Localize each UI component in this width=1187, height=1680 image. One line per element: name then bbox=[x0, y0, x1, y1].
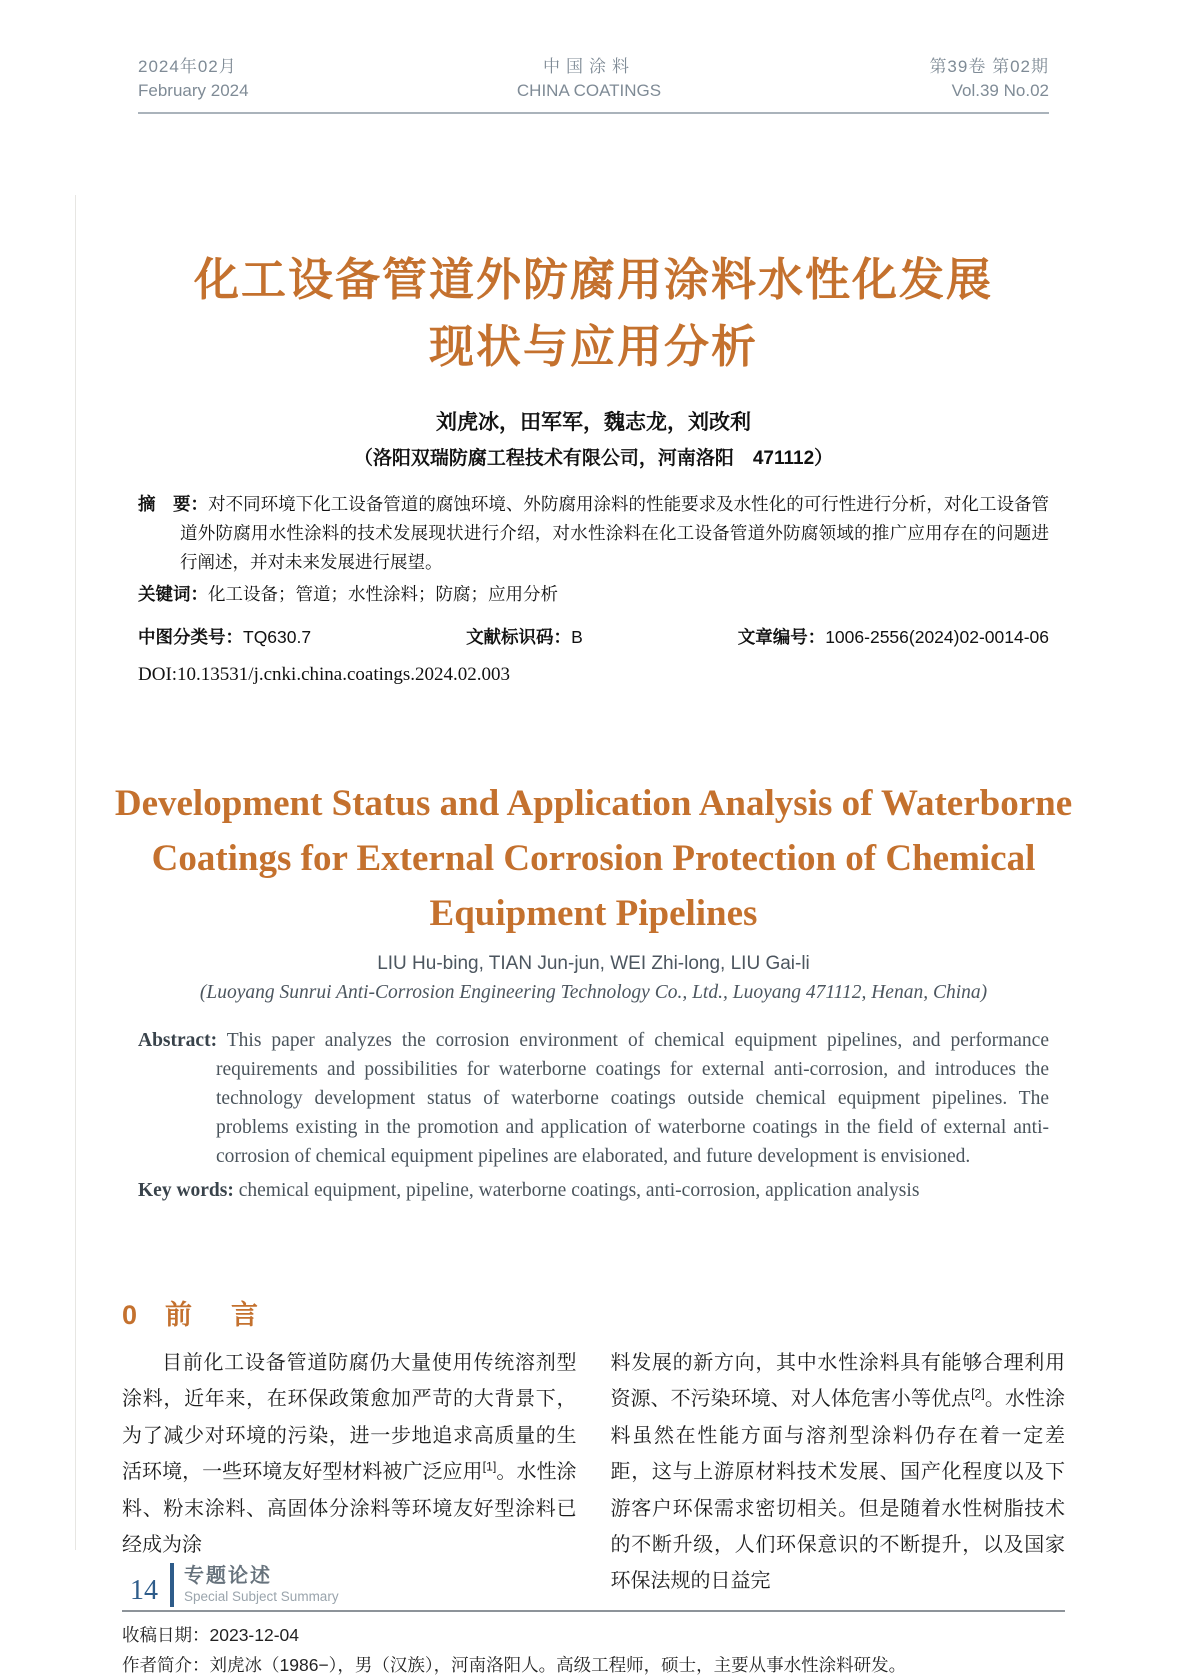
abstract-en-label: Abstract: bbox=[138, 1030, 218, 1051]
authors-en: LIU Hu-bing, TIAN Jun-jun, WEI Zhi-long, LIU Gai-li bbox=[377, 953, 810, 974]
column-label-en: Special Subject Summary bbox=[184, 1589, 339, 1604]
right-column-paragraph: 料发展的新方向，其中水性涂料具有能够合理利用资源、不污染环境、对人体危害小等优点[2]。水性涂料虽然在性能方面与溶剂型涂料仍存在着一定差距，这与上游原材料技术发展、国产化程度以及下游客户环保需求密切相关。但是随着水性树脂技术的不断升级，人们环保意识的不断提升，以及国家环保法规的日益完 bbox=[610, 1352, 1066, 1593]
section-number: 0 bbox=[122, 1300, 138, 1330]
header-journal-name bbox=[517, 55, 661, 103]
keywords-cn-label: 关键词： bbox=[138, 584, 208, 604]
header-journal-en: CHINA COATINGS bbox=[516, 81, 662, 100]
abstract-cn bbox=[138, 490, 1049, 577]
keywords-en bbox=[138, 1180, 1049, 1202]
left-column-paragraph: 目前化工设备管道防腐仍大量使用传统溶剂型涂料，近年来，在环保政策愈加严苛的大背景下，为了减少对环境的污染，进一步地追求高质量的生活环境，一些环境友好型材料被广泛应用[1]。水性涂料、粉末涂料、高固体分涂料等环境友好型涂料已经成为涂 bbox=[122, 1352, 577, 1557]
journal-header bbox=[138, 55, 1049, 114]
keywords-en-text: chemical equipment, pipeline, waterborne coatings, anti-corrosion, application analysis bbox=[238, 1180, 920, 1201]
keywords-cn-text: 化工设备；管道；水性涂料；防腐；应用分析 bbox=[208, 584, 558, 604]
document-code bbox=[466, 624, 583, 649]
doi: DOI:10.13531/j.cnki.china.coatings.2024.02.003 bbox=[138, 664, 511, 685]
header-issue bbox=[929, 55, 1049, 103]
affiliation-cn: （洛阳双瑞防腐工程技术有限公司，河南洛阳 471112） bbox=[353, 448, 834, 469]
page-edge-line bbox=[75, 195, 76, 1550]
article-title-en-line1: Development Status and Application Analysis of Waterborne bbox=[114, 783, 1073, 824]
footer-divider-bar bbox=[170, 1563, 174, 1607]
header-issue-en: Vol.39 No.02 bbox=[951, 81, 1049, 100]
article-title-cn-line1: 化工设备管道外防腐用涂料水性化发展 bbox=[193, 254, 993, 305]
section-heading bbox=[122, 1298, 1065, 1332]
keywords-en-label: Key words: bbox=[138, 1180, 234, 1201]
header-date-en: February 2024 bbox=[138, 81, 249, 100]
footnote-divider bbox=[122, 1610, 1065, 1612]
column-label-cn: 专题论述 bbox=[184, 1565, 272, 1587]
article-id-value: 1006-2556(2024)02-0014-06 bbox=[825, 627, 1049, 647]
abstract-cn-text: 对不同环境下化工设备管道的腐蚀环境、外防腐用涂料的性能要求及水性化的可行性进行分析，对化工设备管道外防腐用水性涂料的技术发展现状进行介绍，对水性涂料在化工设备管道外防腐领域的推广应用存在的问题进行阐述，并对未来发展进行展望。 bbox=[180, 494, 1049, 572]
keywords-cn bbox=[138, 580, 1049, 609]
meta-row bbox=[138, 624, 1049, 649]
page-footer bbox=[130, 1563, 339, 1607]
article-title-en-line3: Equipment Pipelines bbox=[429, 893, 758, 934]
two-column-text bbox=[122, 1345, 1065, 1600]
article-title-cn-line2: 现状与应用分析 bbox=[428, 321, 758, 372]
author-bio: 作者简介：刘虎冰（1986−），男（汉族），河南洛阳人。高级工程师，硕士，主要从事水性涂料研发。 bbox=[122, 1654, 907, 1675]
affiliation-en: (Luoyang Sunrui Anti-Corrosion Engineering Technology Co., Ltd., Luoyang 471112, Henan, China) bbox=[199, 982, 988, 1003]
doc-code-value: B bbox=[571, 627, 583, 647]
introduction-section bbox=[122, 1298, 1065, 1600]
header-date bbox=[138, 55, 249, 103]
page-number: 14 bbox=[130, 1575, 158, 1606]
clc-value: TQ630.7 bbox=[243, 627, 312, 647]
article-id-label: 文章编号： bbox=[737, 627, 826, 647]
header-journal-cn: 中国涂料 bbox=[543, 57, 635, 76]
received-date: 收稿日期：2023-12-04 bbox=[122, 1624, 300, 1645]
article-title-cn bbox=[0, 246, 1187, 380]
article-title-en bbox=[114, 776, 1074, 941]
header-issue-cn: 第39卷 第02期 bbox=[929, 57, 1049, 76]
abstract-en bbox=[138, 1026, 1049, 1171]
abstract-en-body: This paper analyzes the corrosion environment of chemical equipment pipelines, and performance requirements and possibilities for waterborne coatings for external anti-corrosion, and introduces the technology development status of waterborne coatings outside chemical equipment pipelines. The problems existing in the promotion and application of waterborne coatings in the field of external anti-corrosion of chemical equipment pipelines are elaborated, and future development is envisioned. bbox=[216, 1030, 1049, 1167]
article-id bbox=[738, 624, 1049, 649]
footnotes bbox=[122, 1620, 1065, 1680]
section-title: 前 言 bbox=[165, 1300, 265, 1330]
abstract-cn-label: 摘 要： bbox=[138, 494, 209, 514]
doc-code-label: 文献标识码： bbox=[466, 627, 572, 647]
header-date-cn: 2024年02月 bbox=[138, 57, 237, 76]
abstract-en-text bbox=[217, 1030, 227, 1051]
article-title-en-line2: Coatings for External Corrosion Protection of Chemical bbox=[151, 838, 1036, 879]
authors-cn: 刘虎冰，田军军，魏志龙，刘改利 bbox=[436, 411, 751, 434]
clc-label: 中图分类号： bbox=[138, 627, 243, 647]
journal-page bbox=[0, 55, 1187, 1675]
clc-number bbox=[138, 624, 311, 649]
